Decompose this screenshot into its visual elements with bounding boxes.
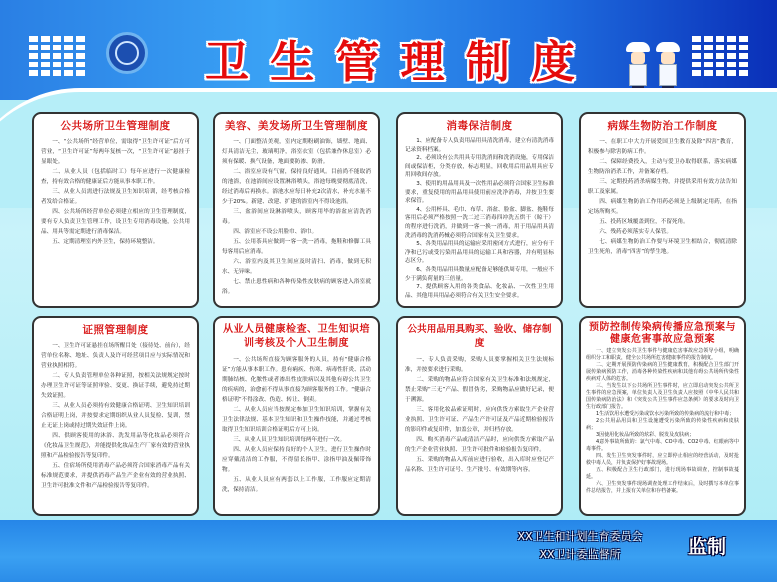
panel-paragraph: 五、从业人员应有两套以上工作服，工作服应定期清洗，保持清洁。 bbox=[222, 477, 371, 493]
title-char: 生 bbox=[270, 37, 315, 88]
header-banner bbox=[0, 0, 777, 100]
panel-paragraph: 二、专人负责管理单位各种证照，按相关法规规定按时办理卫生许可证等证照审验、变更、换证手续，避免持过期失效证照。 bbox=[41, 373, 190, 399]
panel-public-places-hygiene bbox=[32, 112, 199, 308]
panel-paragraph: 六、卫生突发事件现场调查处理工作结束后，及时撰写本单位事件总结报告，并上报有关单位和存档备案。 bbox=[586, 481, 739, 494]
panel-paragraph: 2公共用品用具和卫生设施遭受污染所致的传染性疾病和皮肤病； bbox=[586, 418, 739, 431]
panel-paragraph: 五、定期清理室内外卫生，保持环境整洁。 bbox=[52, 239, 159, 245]
page-title bbox=[205, 26, 575, 90]
panel-beauty-salon-hygiene bbox=[213, 112, 380, 308]
panel-paragraph: 二、采购的物品应符合国家有关卫生标准和法规规定，禁止采购“三无”产品、假冒伪劣，采购物品应做好记录，便于溯源。 bbox=[405, 377, 554, 403]
panel-paragraph: 二、浴室应设有气窗，保持良好通风。目前尚不能取消的池浴，在池浴间应设置淋浴喷头，浴池每晚要彻底清洗，经过消毒后再换水。浴池水应每日补充2次清水，补充水量不少于20%。新建、改建、扩建的浴室内不得设池浴。 bbox=[222, 169, 371, 205]
panel-paragraph: 三、定期投药消杀病媒生物，并提供采用有效方法告知职工及家属。 bbox=[588, 179, 737, 195]
panel-paragraph: 三、当发生以下公共场所卫生事件时，应立即启动突发公共所卫生事件的应急预案，单位负责人及卫生负责人应按照《中华人民共和国传染病防治法》和《突发公共卫生事件应急条例》的要求及时向卫生行政部门报告。 bbox=[586, 383, 739, 410]
panel-paragraph: 1生活饮用水遭受污染或饮水污染所致的传染病的流行和中毒； bbox=[596, 411, 735, 417]
panel-staff-health-training bbox=[213, 316, 380, 516]
panel-paragraph: 3、使用的用品用具及一次性用品必须符合国家卫生标准要求，重复使用的用品用具使用前应洗净消毒，并按卫生要求保管。 bbox=[405, 180, 554, 205]
panel-paragraph: 四、浴室应不设公用脸巾、浴巾。 bbox=[233, 229, 318, 235]
panel-paragraph: 一、公共场所直接为顾客服务的人员，持有“健康合格证”方能从事本职工作。患有痢疾、伤寒、病毒性肝炎、活动期肺结核、化脓性或者渗出性皮肤病以及其他有碍公共卫生的疾病的，治愈前不得从事直接为顾客服务的工作。“健康合格证明”不得涂改、伪造、转让、倒卖。 bbox=[222, 357, 371, 403]
dot-grid-right-icon bbox=[692, 36, 748, 76]
panel-paragraph: 一、门面整洁美观，室内定期粉刷油饰，墙壁、地面、灯具清洁无尘，玻璃明净，浴室衣室（包括兼作休息室）必须有保暖、换气设备，地面要防渗、防滑。 bbox=[222, 139, 371, 165]
panel-emergency-plan bbox=[579, 316, 746, 516]
panel-paragraph: 三、客用化妆品索证明时，应向供货方索取生产企业营业执照、卫生许可证、产品生产许可证及产品近期检验报告的影印件或复印件，加盖公章，并归档存放。 bbox=[405, 407, 554, 433]
panel-paragraph: 四、公共场所经营单位必须建立相应的卫生管理制度，要有专人负责卫生管理工作，设卫生专用消毒设施，公共用品、用具等需定期进行消毒保洁。 bbox=[41, 209, 190, 235]
panel-paragraph: 7、提供顾客入用的各类食品、化妆品、一次性卫生用品、其他用具用品必须符合有关卫生安全要求。 bbox=[405, 284, 554, 299]
panel-paragraph: 5、各类用品用具的运输应采用密闭方式进行，应分有干净和已污或受污染用品用具的运输工具和容器，并有明显标志区分。 bbox=[405, 241, 554, 265]
dot-grid-left-icon bbox=[29, 36, 85, 76]
panel-paragraph: 6、各类用品用具数量应配备足够能供周专用，一般应不少于满负荷量的三倍量。 bbox=[405, 266, 554, 282]
panel-paragraph: 五、住宿场所使用消毒产品必须符合国家消毒产品有关标准规范要求，并提供消毒产品生产企业有效的营业执照、卫生许可批准文件和产品检验报告等复印件。 bbox=[41, 463, 190, 489]
panel-title: 病媒生物防治工作制度 bbox=[607, 120, 718, 132]
panel-paragraph: 七、禁止患性病和各种传染性皮肤病的顾客进入浴室就浴。 bbox=[222, 279, 371, 295]
title-char: 度 bbox=[530, 37, 575, 88]
panel-title: 消毒保洁制度 bbox=[446, 120, 513, 132]
panel-paragraph: 四、从业人员应保持良好的个人卫生，进行卫生操作时应穿戴清洁的工作服，不得留长指甲、涂指甲油及佩带饰物。 bbox=[222, 447, 371, 473]
org-line-1: XX卫生和计划生育委员会 bbox=[517, 530, 643, 543]
title-char: 制 bbox=[465, 37, 510, 88]
panel-paragraph: 七、病媒生物防治工作要与环境卫生相结合，彻底清除卫生死角，消毒“四害”的孳生地。 bbox=[588, 239, 737, 255]
panel-paragraph: 四、发生卫生突发事件时，应立即停止相应的经营活动，及时抢救中毒人员，并负责保护好事故现场。 bbox=[586, 453, 739, 466]
panel-paragraph: 六、残药必须落实专人保管。 bbox=[599, 229, 672, 235]
panel-license-management bbox=[32, 316, 199, 516]
panel-paragraph: 三、从业人员需进行法规及卫生知识培训，经考核合格者发给合格证。 bbox=[41, 189, 190, 205]
panel-paragraph: 1、应配备专人负责用品用具清洗消毒，建立有清洗消毒记录资料档案。 bbox=[405, 138, 554, 153]
panel-paragraph: 五、采购的物品入库前应进行验收，出入库时应登记产品名称、卫生许可证号、生产批号、有效期等内容。 bbox=[405, 457, 554, 473]
panel-title: 公共用品用具购买、验收、储存制度 bbox=[407, 324, 552, 349]
panel-title: 美容、美发场所卫生管理制度 bbox=[225, 120, 368, 132]
footer bbox=[0, 520, 777, 582]
panel-paragraph: 二、从业人员（包括临时工）每年应进行一次健康检查，持有效合格的健康证后方能从事本职工作。 bbox=[41, 169, 190, 185]
panel-vector-control bbox=[579, 112, 746, 308]
panel-paragraph: 一、卫生许可证悬挂在场所醒目处（接待处、前台），经营单位名称、地址、负责人及许可经营项目应与实际情况和营业执照相符。 bbox=[41, 343, 190, 369]
org-line-2: XX卫计委监督所 bbox=[539, 548, 621, 561]
panel-paragraph: 3因使用化妆品所致的炫彩、脱发及皮肤病； bbox=[596, 432, 695, 438]
panel-paragraph: 四、购买消毒产品或清洁产品时，应向供货方索取产品的生产企业营业执照、卫生许可批件和检验报告复印件。 bbox=[405, 437, 554, 453]
panel-title: 证照管理制度 bbox=[82, 324, 149, 336]
title-char: 卫 bbox=[205, 37, 249, 88]
panel-paragraph: 2、必须设有公共用具专用洗消间和洗消设施，专用保洁间或保洁柜，分类存放，标志明显，回收用后用品用具应专用回收间存放。 bbox=[405, 155, 554, 179]
panel-title: 预防控制传染病传播应急预案与健康危害事故应急预案 bbox=[589, 322, 736, 345]
panel-paragraph: 三、从业人员必须持有效健康合格证明、卫生知识培训合格证明上岗，并按要求定期组织从业人员复检、复训，禁止无证上岗或持过期失效证件上岗。 bbox=[41, 403, 190, 429]
panel-paragraph: 六、浴室内及其卫生间应及时清扫、消毒，做到无积水、无异味。 bbox=[222, 259, 371, 275]
panel-paragraph: 4、公用杯具、毛巾、布草、浴盆、脸盆、脚盆、拖鞋每客用后必须严格按照一洗二过三消毒四冲洗五烘干（晾干）的程序进行洗消，并做到一客一换一消毒，用于用品用具清洗消毒的洗消药械必须符合国家有关卫生要求。 bbox=[405, 206, 554, 239]
panel-paragraph: 一、在职工中大力开展爱国卫生教育及除“四害”教育，积极参与除害防病工作。 bbox=[588, 139, 737, 155]
panel-paragraph: 二、定期开展预防传染病的卫生健康教育，积极配合卫生部门开展传染病预防工作，消毒各种传染性疾病和其他有碍公共场所传染性疾病对人体的危害。 bbox=[586, 362, 739, 382]
panel-paragraph: 一、专人负责采购，采购人员要掌握相关卫生法规标准，并按要求进行采购。 bbox=[405, 357, 554, 373]
panel-title: 公共场所卫生管理制度 bbox=[60, 120, 171, 132]
health-supervision-emblem-icon bbox=[106, 32, 148, 74]
panel-disinfection-cleaning bbox=[396, 112, 563, 308]
panel-paragraph: 一、建立突发公共卫生事件与健康危害事故应急领导小组，明确组织分工和职责，健全公共场所危害健康事件的报告制度。 bbox=[586, 348, 739, 361]
panel-paragraph: 三、盆浴间应设淋浴喷头，顾客用毕的浴盆应清洗消毒。 bbox=[222, 209, 371, 225]
panel-paragraph: 二、保障经费投入，主动与爱卫办取得联系，落实病媒生物防治消杀工作，并备案存档。 bbox=[588, 159, 737, 175]
supervised-label: 监制 bbox=[688, 536, 727, 558]
panel-paragraph: 五、积极配合卫生行政部门，进行现场事故调查，控制事故蔓延。 bbox=[586, 467, 739, 480]
panel-title: 从业人员健康检查、卫生知识培训考核及个人卫生制度 bbox=[223, 324, 370, 349]
title-char: 管 bbox=[335, 37, 380, 88]
panel-paragraph: 四、病媒生物防治工作用药必须是上级制定用药，在指定场所购买。 bbox=[588, 199, 737, 215]
panel-paragraph: 四、供顾客使用的沐浴、洗发用品等化妆品必须符合《化妆品卫生规范》，并能提供化妆品生产厂家有效的营业执照和产品检验报告等复印件。 bbox=[41, 433, 190, 459]
panel-paragraph: 一、“公共场所”经营单位，需取得“卫生许可证”后方可营业，“卫生许可证”每两年复核一次，“卫生许可证”悬挂于显眼处。 bbox=[41, 139, 190, 165]
panel-paragraph: 五、投药区域覆盖到位，不留死角。 bbox=[599, 219, 689, 225]
panel-paragraph: 二、从业人员应当按规定参加卫生知识培训，掌握有关卫生法律法规、基本卫生知识和卫生操作技能，并通过考核取得卫生知识培训合格证明后方可上岗。 bbox=[222, 407, 371, 433]
panel-paragraph: 三、从业人员卫生知识培训每两年进行一次。 bbox=[233, 437, 346, 443]
panel-paragraph: 五、公用茶具应做到一客一洗一消毒，拖鞋和修脚工具每客用后应消毒。 bbox=[222, 239, 371, 255]
panel-supplies-purchase bbox=[396, 316, 563, 516]
title-char: 理 bbox=[400, 37, 445, 88]
panel-paragraph: 4意外事故所致的：氯气中毒、CO中毒、CO2中毒、红眼病等中毒事件。 bbox=[586, 439, 739, 452]
